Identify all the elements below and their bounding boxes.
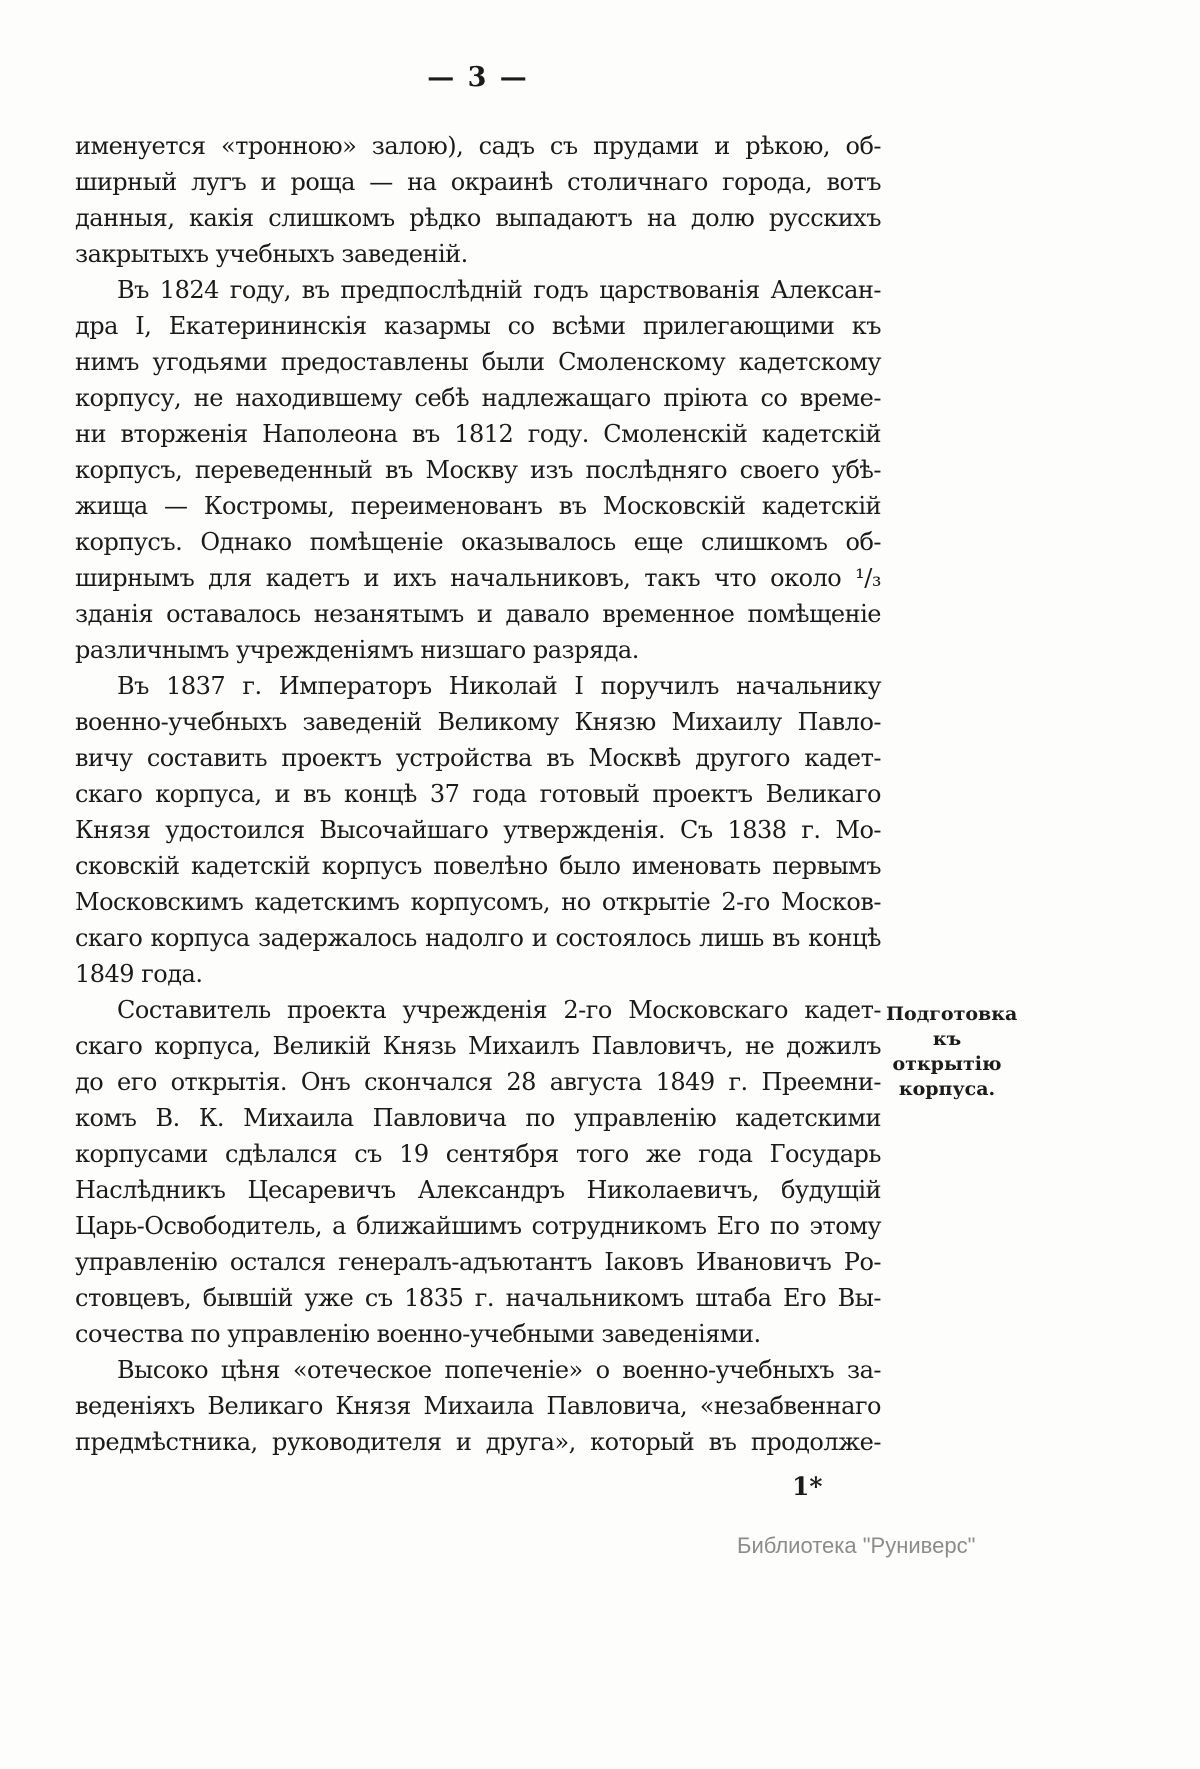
text-line: Составитель проекта учрежденія 2-го Московскаго кадет- xyxy=(117,996,881,1024)
text-line: Наслѣдникъ Цесаревичъ Александръ Николаевичъ, будущій xyxy=(75,1176,881,1204)
text-line: корпусами сдѣлался съ 19 сентября того же года Государь xyxy=(75,1140,881,1168)
text-line: Въ 1824 году, въ предпослѣдній годъ царствованія Алексан- xyxy=(117,276,881,304)
margin-note xyxy=(886,1002,1018,1102)
text-line: скаго корпуса, Великій Князь Михаилъ Павловичъ, не дожилъ xyxy=(75,1032,881,1060)
text-line: предмѣстника, руководителя и друга», который въ продолже- xyxy=(75,1428,881,1456)
text-line: стовцевъ, бывшій уже съ 1835 г. начальникомъ штаба Его Вы- xyxy=(75,1284,881,1312)
footer-signature-mark: 1* xyxy=(792,1472,823,1501)
text-line: Высоко цѣня «отеческое попеченіе» о военно-учебныхъ за- xyxy=(117,1356,881,1384)
text-line: различнымъ учрежденіямъ низшаго разряда. xyxy=(75,636,639,664)
margin-note-line: корпуса. xyxy=(898,1078,996,1100)
text-line: ширнымъ для кадетъ и ихъ начальниковъ, такъ что около ¹/₃ xyxy=(75,564,881,592)
text-line: ни вторженія Наполеона въ 1812 году. Смоленскій кадетскій xyxy=(75,420,881,448)
text-line: Московскимъ кадетскимъ корпусомъ, но открытіе 2-го Москов- xyxy=(75,888,881,916)
text-block xyxy=(75,128,881,1460)
library-watermark: Библиотека "Руниверс" xyxy=(737,1533,976,1558)
page-number: — 3 — xyxy=(427,62,529,93)
text-line: комъ В. К. Михаила Павловича по управленію кадетскими xyxy=(75,1104,881,1132)
text-line: жища — Костромы, переименованъ въ Московскій кадетскій xyxy=(75,492,881,520)
text-line: 1849 года. xyxy=(75,960,203,988)
text-line: вичу составить проектъ устройства въ Москвѣ другого кадет- xyxy=(75,744,881,772)
text-line: нимъ угодьями предоставлены были Смоленскому кадетскому xyxy=(75,348,881,376)
text-line: зданія оставалось незанятымъ и давало временное помѣщеніе xyxy=(75,600,881,628)
text-line: корпусу, не находившему себѣ надлежащаго пріюта со време- xyxy=(75,384,881,412)
text-line: закрытыхъ учебныхъ заведеній. xyxy=(75,240,468,268)
text-line: веденіяхъ Великаго Князя Михаила Павловича, «незабвеннаго xyxy=(75,1392,881,1420)
text-line: корпусъ. Однако помѣщеніе оказывалось еще слишкомъ об- xyxy=(75,528,881,556)
text-line: Въ 1837 г. Императоръ Николай I поручилъ начальнику xyxy=(117,672,881,700)
text-line: корпусъ, переведенный въ Москву изъ послѣдняго своего убѣ- xyxy=(75,456,881,484)
text-line: Князя удостоился Высочайшаго утвержденія. Съ 1838 г. Мо- xyxy=(75,816,881,844)
text-line: скаго корпуса, и въ концѣ 37 года готовый проектъ Великаго xyxy=(75,780,881,808)
text-line: сковскій кадетскій корпусъ повелѣно было именовать первымъ xyxy=(75,852,881,880)
text-line: управленію остался генералъ-адъютантъ Іаковъ Ивановичъ Ро- xyxy=(75,1248,881,1276)
text-line: именуется «тронною» залою), садъ съ прудами и рѣкою, об- xyxy=(75,132,881,160)
margin-note-line: Подготовка xyxy=(886,1003,1018,1025)
text-line: Царь-Освободитель, а ближайшимъ сотрудникомъ Его по этому xyxy=(75,1212,881,1240)
text-line: дра I, Екатерининскія казармы со всѣми прилегающими къ xyxy=(75,312,881,340)
text-line: до его открытія. Онъ скончался 28 августа 1849 г. Преемни- xyxy=(75,1068,881,1096)
margin-note-line: къ открытію xyxy=(892,1028,1002,1075)
text-line: ширный лугъ и роща — на окраинѣ столичнаго города, вотъ xyxy=(75,168,881,196)
text-line: данныя, какія слишкомъ рѣдко выпадаютъ на долю русскихъ xyxy=(75,204,881,232)
text-line: скаго корпуса задержалось надолго и состоялось лишь въ концѣ xyxy=(75,924,881,952)
text-line: сочества по управленію военно-учебными заведеніями. xyxy=(75,1320,761,1348)
text-line: военно-учебныхъ заведеній Великому Князю Михаилу Павло- xyxy=(75,708,881,736)
